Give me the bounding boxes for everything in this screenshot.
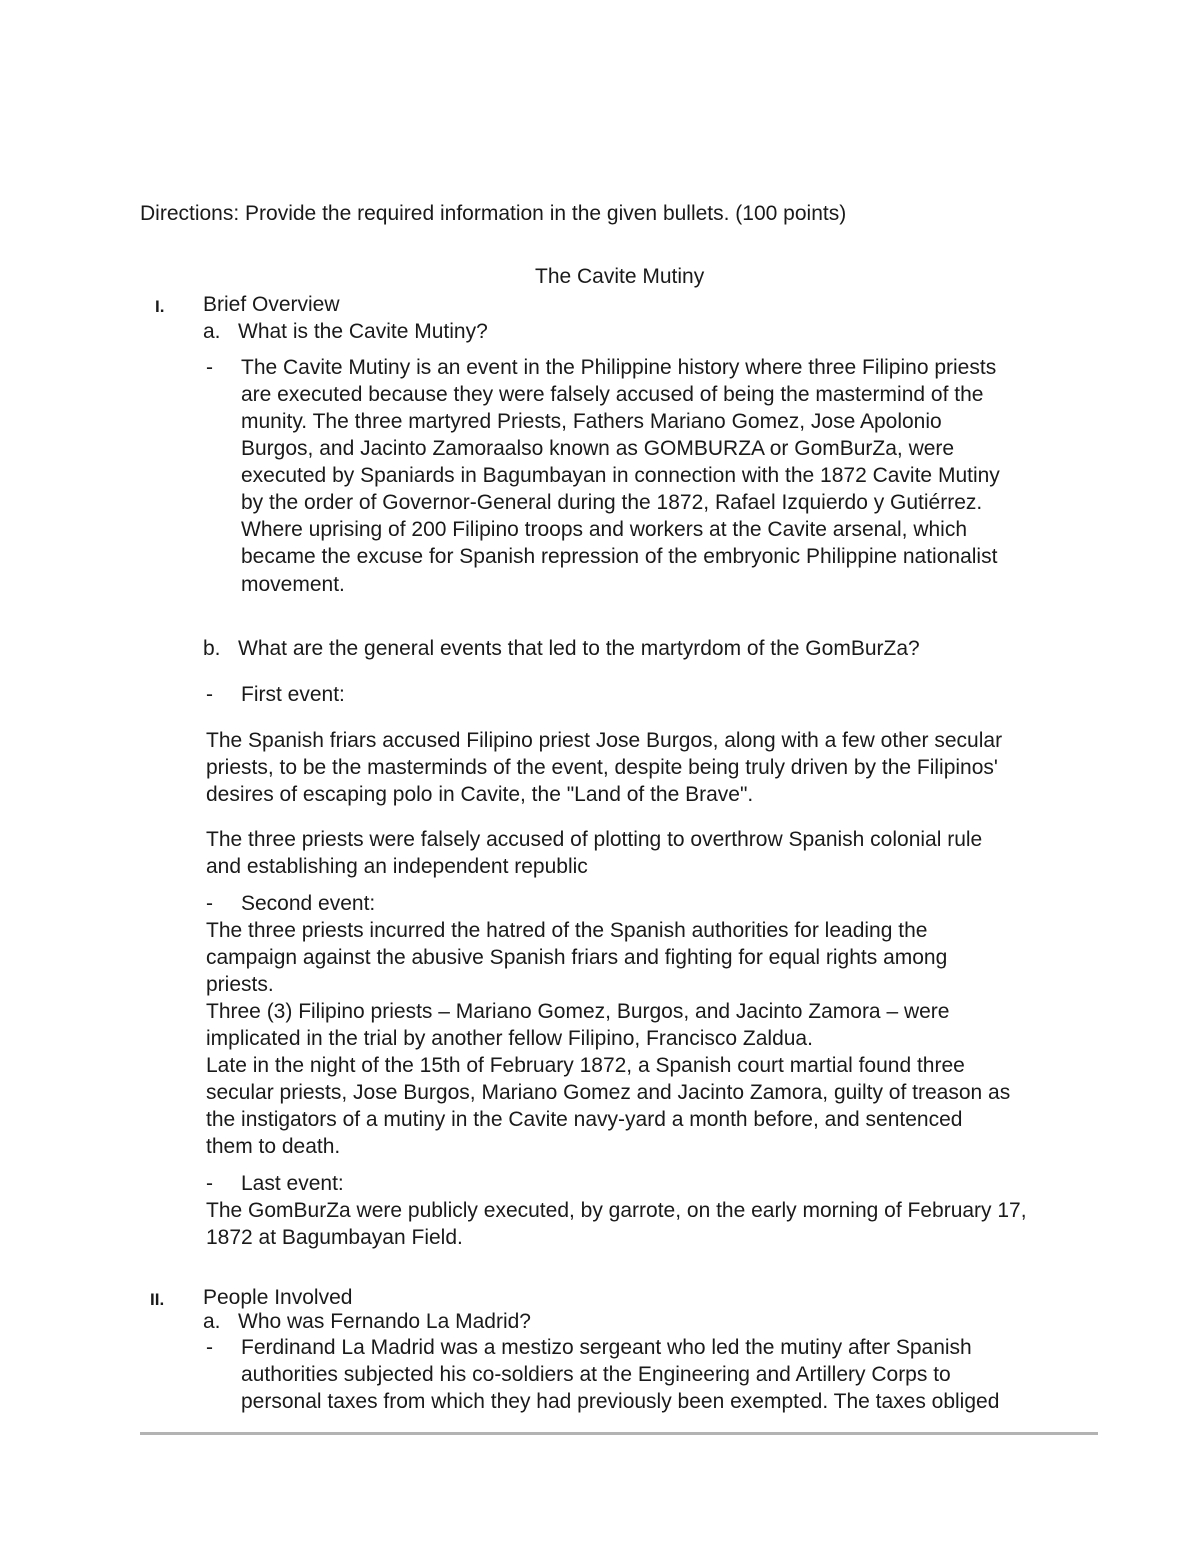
answer-line: personal taxes from which they had previously been exempted. The taxes obliged (241, 1390, 1000, 1413)
paragraph-line: 1872 at Bagumbayan Field. (206, 1226, 463, 1249)
question-text: Who was Fernando La Madrid? (238, 1310, 531, 1333)
answer-line: became the excuse for Spanish repression of the embryonic Philippine nationalist (241, 545, 998, 568)
paragraph-line: secular priests, Jose Burgos, Mariano Gomez and Jacinto Zamora, guilty of treason as (206, 1081, 1011, 1104)
paragraph-line: The three priests incurred the hatred of the Spanish authorities for leading the (206, 919, 928, 942)
paragraph-line: The three priests were falsely accused of plotting to overthrow Spanish colonial rule (206, 828, 983, 851)
question-text: What is the Cavite Mutiny? (238, 320, 488, 343)
answer-line: The Cavite Mutiny is an event in the Philippine history where three Filipino priests (241, 356, 997, 379)
dash-bullet: - (206, 683, 213, 706)
paragraph-line: desires of escaping polo in Cavite, the "Land of the Brave". (206, 783, 754, 806)
answer-line: movement. (241, 573, 345, 596)
section-numeral: I. (155, 297, 165, 316)
paragraph-line: priests, to be the masterminds of the event, despite being truly driven by the Filipinos' (206, 756, 998, 779)
page-bottom-rule (140, 1432, 1098, 1435)
paragraph-line: implicated in the trial by another fellow Filipino, Francisco Zaldua. (206, 1027, 813, 1050)
answer-line: Where uprising of 200 Filipino troops and workers at the Cavite arsenal, which (241, 518, 968, 541)
answer-line: munity. The three martyred Priests, Fathers Mariano Gomez, Jose Apolonio (241, 410, 942, 433)
answer-line: executed by Spaniards in Bagumbayan in connection with the 1872 Cavite Mutiny (241, 464, 1000, 487)
list-marker: a. (203, 1310, 221, 1333)
paragraph-line: campaign against the abusive Spanish friars and fighting for equal rights among (206, 946, 948, 969)
paragraph-line: the instigators of a mutiny in the Cavite navy-yard a month before, and sentenced (206, 1108, 963, 1131)
answer-line: authorities subjected his co-soldiers at the Engineering and Artillery Corps to (241, 1363, 951, 1386)
event-label: First event: (241, 683, 345, 706)
answer-line: Ferdinand La Madrid was a mestizo sergeant who led the mutiny after Spanish (241, 1336, 972, 1359)
document-title: The Cavite Mutiny (535, 265, 705, 288)
directions-text: Directions: Provide the required information in the given bullets. (100 points) (140, 202, 847, 225)
paragraph-line: The GomBurZa were publicly executed, by garrote, on the early morning of February 17, (206, 1199, 1027, 1222)
answer-line: by the order of Governor-General during the 1872, Rafael Izquierdo y Gutiérrez. (241, 491, 983, 514)
dash-bullet: - (206, 1336, 213, 1359)
paragraph-line: them to death. (206, 1135, 341, 1158)
paragraph-line: and establishing an independent republic (206, 855, 588, 878)
question-text: What are the general events that led to the martyrdom of the GomBurZa? (238, 637, 920, 660)
paragraph-line: Three (3) Filipino priests – Mariano Gomez, Burgos, and Jacinto Zamora – were (206, 1000, 950, 1023)
event-label: Second event: (241, 892, 376, 915)
list-marker: a. (203, 320, 221, 343)
dash-bullet: - (206, 356, 213, 379)
answer-line: are executed because they were falsely accused of being the mastermind of the (241, 383, 984, 406)
section-heading: People Involved (203, 1286, 353, 1309)
section-heading: Brief Overview (203, 293, 340, 316)
dash-bullet: - (206, 1172, 213, 1195)
list-marker: b. (203, 637, 221, 660)
answer-line: Burgos, and Jacinto Zamoraalso known as GOMBURZA or GomBurZa, were (241, 437, 955, 460)
section-numeral: II. (150, 1290, 165, 1309)
dash-bullet: - (206, 892, 213, 915)
paragraph-line: The Spanish friars accused Filipino priest Jose Burgos, along with a few other secular (206, 729, 1003, 752)
paragraph-line: priests. (206, 973, 274, 996)
event-label: Last event: (241, 1172, 344, 1195)
paragraph-line: Late in the night of the 15th of February 1872, a Spanish court martial found three (206, 1054, 965, 1077)
